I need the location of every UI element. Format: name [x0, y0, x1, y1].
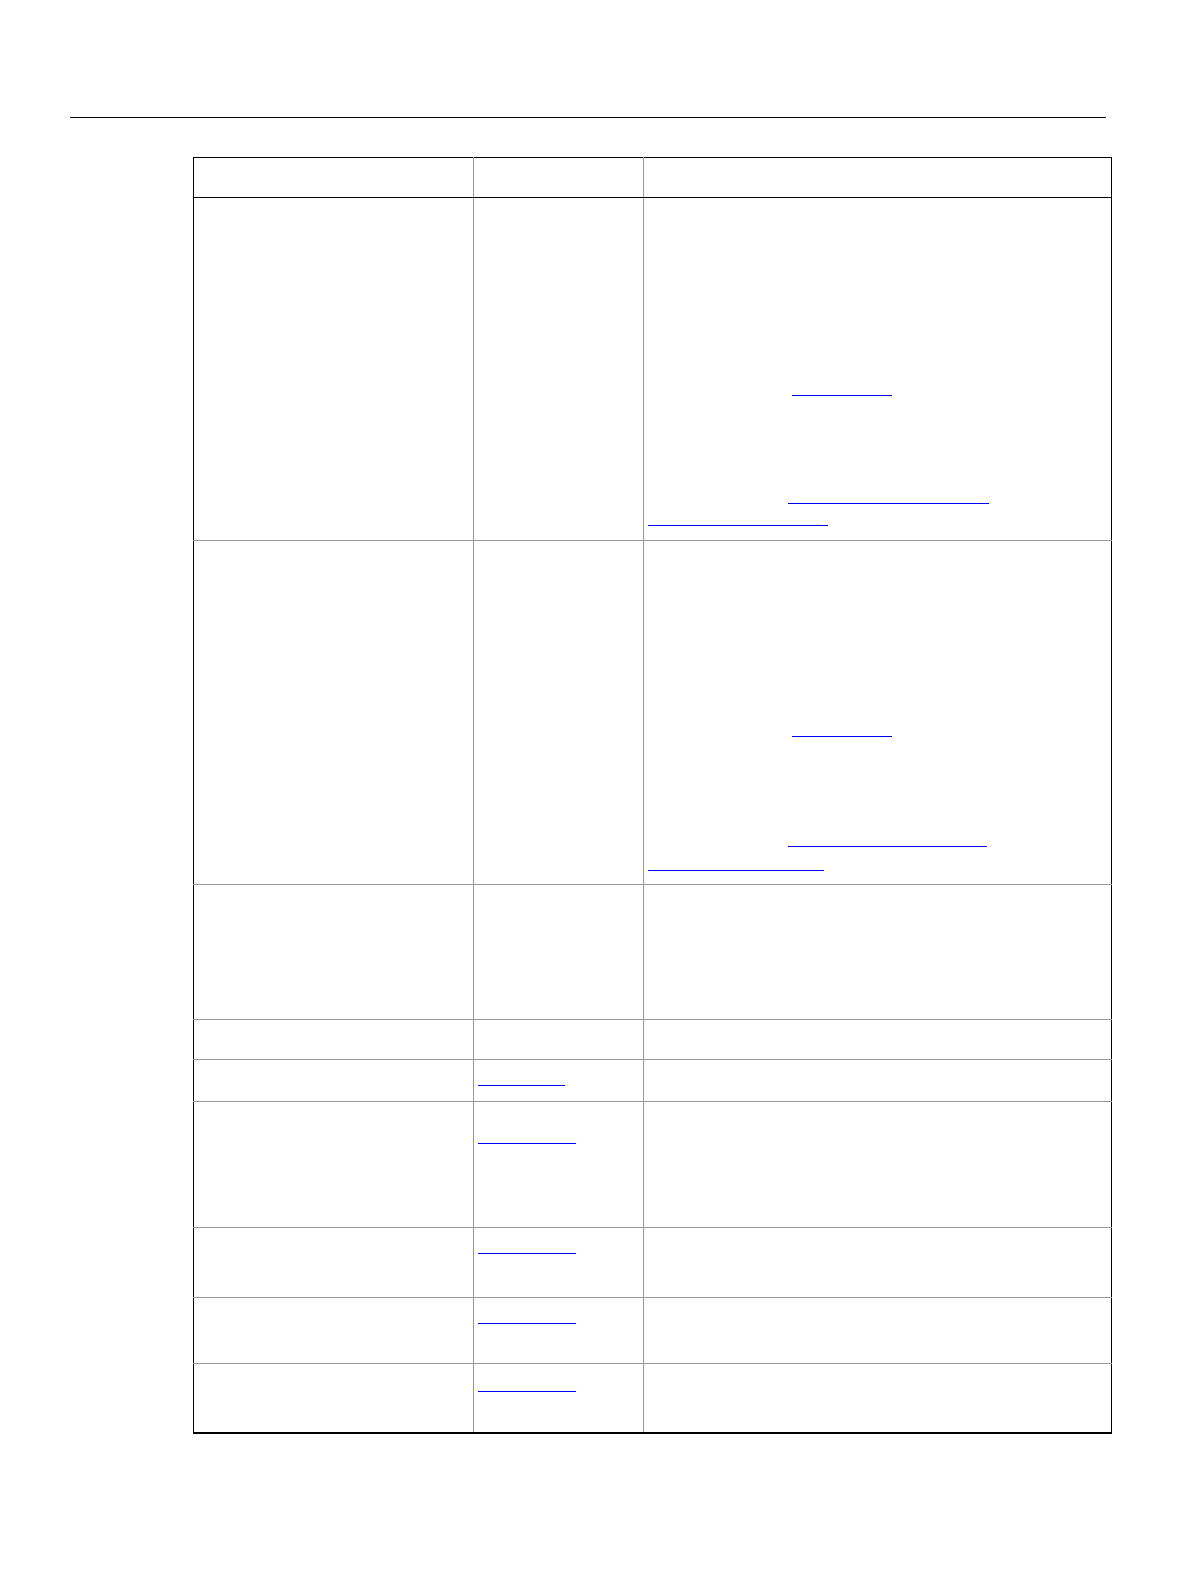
column-header: [474, 158, 644, 198]
table-cell: [474, 1298, 644, 1364]
data-table: [193, 157, 1112, 1434]
table-cell: [194, 1364, 474, 1434]
table-row: [194, 198, 1112, 541]
cross-reference-link[interactable]: [478, 1085, 565, 1086]
cross-reference-link[interactable]: [478, 1253, 576, 1254]
cross-reference-link[interactable]: [788, 846, 987, 847]
table-cell: [644, 541, 1112, 885]
table-cell: [194, 541, 474, 885]
cross-reference-link[interactable]: [648, 525, 828, 526]
table-header-row: [194, 158, 1112, 198]
cross-reference-link[interactable]: [792, 395, 892, 396]
table-cell: [644, 1228, 1112, 1298]
table-cell: [474, 198, 644, 541]
table-cell: [644, 885, 1112, 1020]
cross-reference-link[interactable]: [478, 1391, 576, 1392]
cross-reference-link[interactable]: [788, 503, 989, 504]
table-cell: [194, 1020, 474, 1060]
table-cell: [644, 1060, 1112, 1102]
table-row: [194, 1060, 1112, 1102]
cross-reference-link[interactable]: [648, 870, 824, 871]
table-cell: [474, 885, 644, 1020]
table-row: [194, 1364, 1112, 1434]
table-cell: [194, 1228, 474, 1298]
cross-reference-link[interactable]: [478, 1143, 576, 1144]
column-header: [194, 158, 474, 198]
table-cell: [474, 1228, 644, 1298]
table-cell: [644, 1364, 1112, 1434]
table-cell: [474, 1102, 644, 1228]
table-row: [194, 541, 1112, 885]
table-row: [194, 1020, 1112, 1060]
table-cell: [474, 541, 644, 885]
table-cell: [644, 1020, 1112, 1060]
table-cell: [644, 198, 1112, 541]
table-cell: [194, 1102, 474, 1228]
table-cell: [644, 1298, 1112, 1364]
table-cell: [194, 1298, 474, 1364]
table-cell: [194, 1060, 474, 1102]
table-cell: [194, 885, 474, 1020]
table-cell: [474, 1364, 644, 1434]
table-row: [194, 1228, 1112, 1298]
table-row: [194, 1102, 1112, 1228]
table-cell: [474, 1060, 644, 1102]
table-row: [194, 885, 1112, 1020]
table-cell: [474, 1020, 644, 1060]
cross-reference-link[interactable]: [478, 1323, 576, 1324]
header-rule: [70, 117, 1106, 118]
table-cell: [194, 198, 474, 541]
table-row: [194, 1298, 1112, 1364]
column-header: [644, 158, 1112, 198]
cross-reference-link[interactable]: [792, 736, 892, 737]
table-cell: [644, 1102, 1112, 1228]
